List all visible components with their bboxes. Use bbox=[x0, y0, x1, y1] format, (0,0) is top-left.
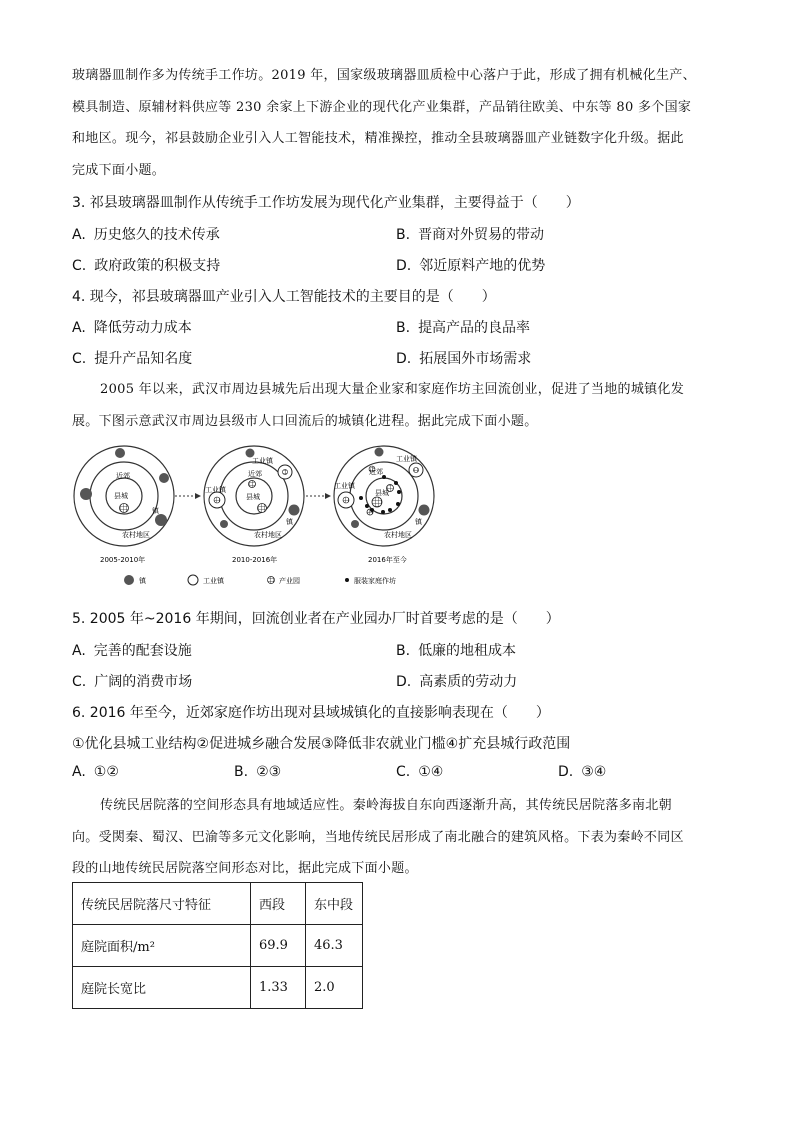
industrial-park-icon bbox=[268, 577, 275, 584]
workshop-dot-icon bbox=[370, 508, 374, 512]
q6-option-a bbox=[72, 764, 119, 780]
table-row bbox=[73, 967, 363, 1009]
workshop-dot-icon bbox=[388, 508, 392, 512]
industrial-park-icon bbox=[120, 504, 129, 513]
option-letter: D. bbox=[558, 764, 574, 780]
option-text: 晋商对外贸易的带动 bbox=[418, 227, 545, 243]
table-cell: 46.3 bbox=[306, 925, 363, 967]
option-text: 提高产品的良品率 bbox=[418, 320, 531, 336]
option-letter: D. bbox=[396, 351, 412, 367]
urbanization-diagram bbox=[72, 440, 442, 590]
town-dot-icon bbox=[289, 505, 300, 516]
table-cell: 69.9 bbox=[251, 925, 306, 967]
q6-option-b bbox=[234, 764, 281, 780]
industrial-park-icon bbox=[214, 497, 220, 503]
option-text: 广阔的消费市场 bbox=[94, 674, 193, 690]
table-header-cell: 东中段 bbox=[306, 883, 363, 925]
option-text: 低廉的地租成本 bbox=[418, 643, 517, 659]
table-row bbox=[73, 925, 363, 967]
option-letter: B. bbox=[234, 764, 249, 780]
label-near-suburb: 近郊 bbox=[116, 472, 130, 480]
panel-2016-present bbox=[334, 446, 434, 564]
option-text: ③④ bbox=[581, 764, 607, 780]
industrial-park-icon bbox=[258, 504, 267, 513]
panel-2010-2016 bbox=[204, 446, 304, 564]
industrial-park-icon bbox=[249, 481, 256, 488]
period-label: 2016年至今 bbox=[368, 556, 407, 564]
q3-option-b bbox=[396, 224, 544, 244]
option-letter: C. bbox=[72, 674, 87, 690]
q6-option-c bbox=[396, 764, 443, 780]
option-text: 高素质的劳动力 bbox=[419, 674, 518, 690]
label-rural-area: 农村地区 bbox=[122, 531, 150, 539]
town-dot-icon bbox=[159, 473, 169, 483]
option-text: 邻近原料产地的优势 bbox=[419, 258, 546, 274]
label-industrial-town: 工业镇 bbox=[205, 486, 226, 494]
option-letter: B. bbox=[396, 643, 411, 659]
option-letter: C. bbox=[72, 351, 87, 367]
q3-option-a bbox=[72, 224, 220, 244]
q3-option-c bbox=[72, 255, 220, 275]
text-line: 段的山地传统民居院落空间形态对比，据此完成下面小题。 bbox=[72, 861, 418, 876]
option-letter: C. bbox=[72, 258, 87, 274]
option-text: 完善的配套设施 bbox=[93, 643, 192, 659]
option-letter: A. bbox=[72, 764, 86, 780]
question-6-items: ①优化县城工业结构②促进城乡融合发展③降低非农就业门槛④扩充县城行政范围 bbox=[72, 736, 571, 752]
town-dot-icon bbox=[375, 448, 384, 457]
town-dot-icon bbox=[419, 505, 430, 516]
table-cell: 庭院面积/m² bbox=[73, 925, 251, 967]
label-town: 镇 bbox=[152, 507, 159, 515]
text-line: 向。受関秦、蜀汉、巴渝等多元文化影响，当地传统民居形成了南北融合的建筑风格。下表为秦岭不同区 bbox=[72, 829, 684, 845]
table-header-row bbox=[73, 883, 363, 925]
option-letter: A. bbox=[72, 227, 86, 243]
label-industrial-town: 工业镇 bbox=[334, 482, 355, 490]
workshop-dot-icon bbox=[345, 578, 349, 582]
q6-option-d bbox=[558, 764, 606, 780]
table-header-cell: 传统民居院落尺寸特征 bbox=[73, 883, 251, 925]
label-industrial-town: 工业镇 bbox=[252, 457, 273, 465]
question-6-stem: 6. 2016 年至今，近郊家庭作坊出现对县域城镇化的直接影响表现在（ ） bbox=[72, 705, 550, 721]
town-dot-icon bbox=[124, 575, 134, 585]
question-3-stem: 3. 祁县玻璃器皿制作从传统手工作坊发展为现代化产业集群，主要得益于（ ） bbox=[72, 195, 580, 211]
option-text: 提升产品知名度 bbox=[94, 351, 193, 367]
q4-option-b bbox=[396, 317, 530, 337]
industrial-town-icon bbox=[188, 575, 198, 585]
q5-option-b bbox=[396, 640, 516, 660]
legend-label: 镇 bbox=[139, 577, 146, 585]
question-4-stem: 4. 现今，祁县玻璃器皿产业引入人工智能技术的主要目的是（ ） bbox=[72, 289, 496, 305]
town-dot-icon bbox=[351, 520, 359, 528]
option-letter: D. bbox=[396, 674, 412, 690]
q4-option-d bbox=[396, 348, 531, 368]
q5-option-d bbox=[396, 671, 517, 691]
option-letter: C. bbox=[396, 764, 411, 780]
text-line: 玻璃器皿制作多为传统手工作坊。2019 年，国家级玻璃器皿质检中心落户于此，形成了拥有机械化生产、 bbox=[72, 68, 696, 83]
period-label: 2005-2010年 bbox=[100, 556, 146, 564]
question-5-stem: 5. 2005 年~2016 年期间，回流创业者在产业园办厂时首要考虑的是（ ） bbox=[72, 611, 560, 627]
workshop-dot-icon bbox=[365, 504, 369, 508]
label-industrial-town: 工业镇 bbox=[396, 455, 417, 463]
label-county-town: 县城 bbox=[114, 492, 128, 500]
option-text: ①④ bbox=[418, 764, 444, 780]
label-town: 镇 bbox=[415, 518, 422, 526]
option-text: 历史悠久的技术传承 bbox=[93, 227, 220, 243]
q5-option-a bbox=[72, 640, 192, 660]
industrial-park-icon bbox=[282, 469, 287, 474]
town-dot-icon bbox=[155, 514, 167, 526]
q4-option-a bbox=[72, 317, 192, 337]
label-rural-area: 农村地区 bbox=[254, 531, 282, 539]
intro-paragraph-3 bbox=[72, 790, 722, 885]
legend-label: 工业镇 bbox=[203, 577, 224, 585]
q3-option-d bbox=[396, 255, 545, 275]
town-dot-icon bbox=[115, 448, 125, 458]
text-line: 完成下面小题。 bbox=[72, 162, 166, 178]
intro-paragraph-2 bbox=[72, 374, 722, 437]
option-text: 拓展国外市场需求 bbox=[419, 351, 532, 367]
workshop-dot-icon bbox=[394, 481, 398, 485]
option-text: ①② bbox=[93, 764, 119, 780]
option-letter: D. bbox=[396, 258, 412, 274]
option-letter: A. bbox=[72, 320, 86, 336]
table-header-cell: 西段 bbox=[251, 883, 306, 925]
option-letter: B. bbox=[396, 320, 411, 336]
text-line: 传统民居院落的空间形态具有地域适应性。秦岭海拔自东向西逐渐升高，其传统民居院落多南北朝 bbox=[100, 798, 672, 813]
industrial-park-icon bbox=[343, 497, 349, 503]
text-line: 模具制造、原辅材料供应等 230 余家上下游企业的现代化产业集群，产品销往欧美、中东等 80 多个国家 bbox=[72, 99, 692, 115]
workshop-dot-icon bbox=[397, 490, 401, 494]
industrial-park-icon bbox=[413, 467, 418, 472]
label-near-suburb: 近郊 bbox=[369, 468, 383, 476]
label-county-town: 县城 bbox=[246, 493, 260, 501]
courtyard-comparison-table bbox=[72, 882, 363, 1009]
label-town: 镇 bbox=[286, 518, 293, 526]
q5-option-c bbox=[72, 671, 192, 691]
q4-option-c bbox=[72, 348, 192, 368]
option-text: 政府政策的积极支持 bbox=[94, 258, 221, 274]
panel-2005-2010 bbox=[74, 446, 174, 564]
label-rural-area: 农村地区 bbox=[384, 531, 412, 539]
text-line: 和地区。现今，祁县鼓励企业引入人工智能技术，精准操控，推动全县玻璃器皿产业链数字化升级。据此 bbox=[72, 131, 684, 146]
workshop-dot-icon bbox=[381, 510, 385, 514]
industrial-park-icon bbox=[372, 497, 382, 507]
label-near-suburb: 近郊 bbox=[248, 470, 262, 478]
table-cell: 庭院长宽比 bbox=[73, 967, 251, 1009]
town-dot-icon bbox=[220, 520, 228, 528]
option-letter: A. bbox=[72, 643, 86, 659]
legend-label: 服装家庭作坊 bbox=[354, 577, 396, 585]
label-county-town: 县城 bbox=[375, 489, 389, 497]
intro-paragraph-1 bbox=[72, 60, 722, 186]
table-cell: 1.33 bbox=[251, 967, 306, 1009]
text-line: 2005 年以来，武汉市周边县城先后出现大量企业家和家庭作坊主回流创业，促进了当地的城镇化发 bbox=[100, 382, 685, 397]
figure-legend bbox=[124, 575, 396, 585]
workshop-dot-icon bbox=[359, 496, 363, 500]
period-label: 2010-2016年 bbox=[232, 556, 278, 564]
town-dot-icon bbox=[80, 488, 92, 500]
table-cell: 2.0 bbox=[306, 967, 363, 1009]
option-text: ②③ bbox=[256, 764, 282, 780]
text-line: 展。下图示意武汉市周边县级市人口回流后的城镇化进程。据此完成下面小题。 bbox=[72, 413, 538, 429]
workshop-dot-icon bbox=[396, 502, 400, 506]
legend-label: 产业园 bbox=[279, 577, 300, 585]
option-text: 降低劳动力成本 bbox=[93, 320, 192, 336]
option-letter: B. bbox=[396, 227, 411, 243]
